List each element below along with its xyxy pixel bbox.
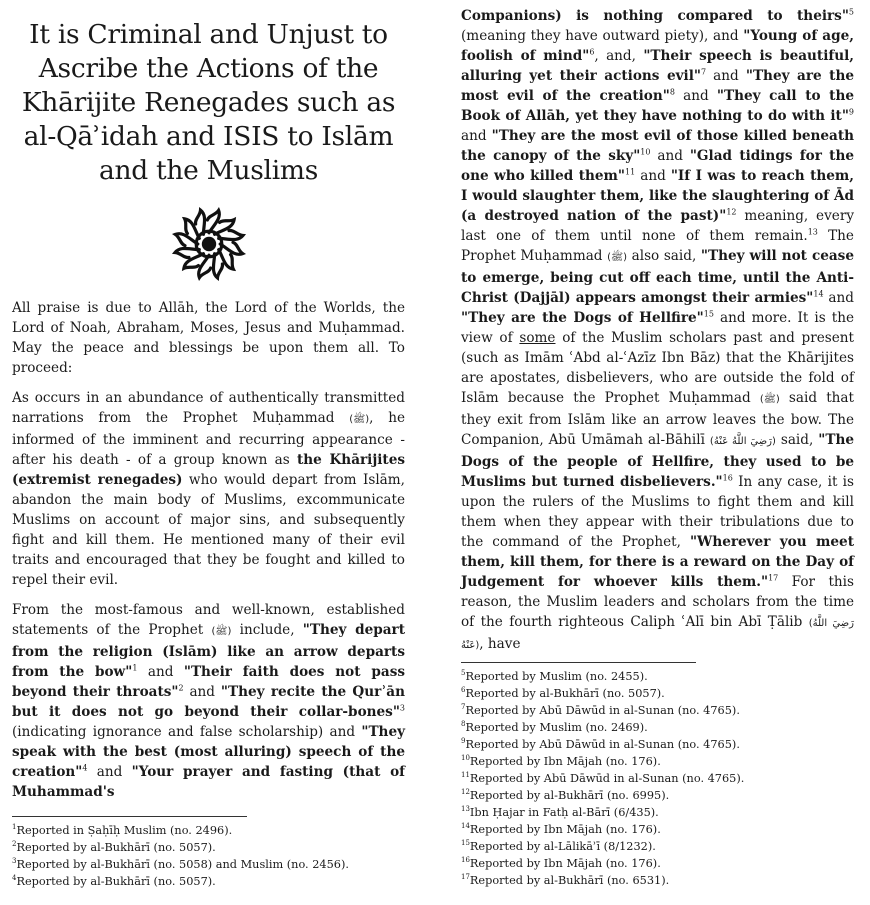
ornamental-rosette-icon <box>169 204 249 284</box>
footnote: $^{13}$Ibn Ḥajar in Fatḥ al-Bārī (6/435). <box>461 805 659 819</box>
body-paragraph-1: As occurs in an abundance of authentically transmitted narrations from the Prophet Muḥammad (ﷺ), he informed of the imminent and recurring appearance - after his death - of a group known as the Khārijites (extremist renegades) who would depart from Islām, abandon the main body of Muslims, excommunicate Muslims on account of major sins, and subsequently fight and kill them. He mentioned many of their evil traits and encouraged that they be fought and killed to repel their evil. <box>12 390 405 588</box>
footnotes-left <box>12 822 349 890</box>
footnote: $^8$Reported by Muslim (no. 2469). <box>461 720 648 734</box>
footnote: $^{17}$Reported by al-Bukhārī (no. 6531). <box>461 873 670 887</box>
footnote: $^4$Reported by al-Bukhārī (no. 5057). <box>12 874 216 888</box>
footnote: $^{15}$Reported by al-Lālikāʾī (8/1232). <box>461 839 656 853</box>
footnote-ref: 4 <box>82 763 88 773</box>
right-column <box>461 6 854 656</box>
footnote: $^{12}$Reported by al-Bukhārī (no. 6995). <box>461 788 670 802</box>
footnote: $^{16}$Reported by Ibn Mājah (no. 176). <box>461 856 661 870</box>
page-title: It is Criminal and Unjust to Ascribe the Actions of the Khārijite Renegades such as al-Qāʾidah and ISIS to Islām and the Muslims <box>21 19 396 186</box>
footnotes-right <box>461 668 744 889</box>
footnote: $^1$Reported in Ṣaḥīḥ Muslim (no. 2496). <box>12 823 233 837</box>
footnote: $^6$Reported by al-Bukhārī (no. 5057). <box>461 686 665 700</box>
honorific-prophet: (ﷺ) <box>349 414 370 425</box>
footnote-ref: 1 <box>132 663 138 673</box>
footnote: $^{11}$Reported by Abū Dāwūd in al-Sunan (no. 4765). <box>461 771 745 785</box>
footnote: $^7$Reported by Abū Dāwūd in al-Sunan (no. 4765). <box>461 703 740 717</box>
body-paragraph-2: From the most-famous and well-known, established statements of the Prophet (ﷺ) include, "They depart from the religion (Islām) like an arrow departs from the bow"$^1$ and "Their faith does not pass beyond their throats"$^2$ and "They recite the Qurʾān but it does not go beyond their collar-bones"$^3$ (indicating ignorance and false scholarship) and "They speak with the best (most alluring) speech of the creation"$^4$ and "Your prayer and fasting (that of Muhammad's <box>12 602 405 800</box>
honorific-prophet: (ﷺ) <box>211 626 232 637</box>
footnote: $^{14}$Reported by Ibn Mājah (no. 176). <box>461 822 661 836</box>
left-column <box>12 0 405 812</box>
footnote: $^5$Reported by Muslim (no. 2455). <box>461 669 648 683</box>
footnote-divider <box>12 816 247 817</box>
intro-paragraph: All praise is due to Allāh, the Lord of the Worlds, the Lord of Noah, Abraham, Moses, Jesus and Muḥammad. May the peace and blessings be upon them all. To proceed: <box>12 300 405 376</box>
honorific-companion: (رَضِيَ اللَّهُ عَنْهُ) <box>709 436 776 447</box>
footnote: $^9$Reported by Abū Dāwūd in al-Sunan (no. 4765). <box>461 737 740 751</box>
honorific-prophet: (ﷺ) <box>759 394 780 405</box>
continued-paragraph: Companions) is nothing compared to theirs"$^5$ (meaning they have outward piety), and "Young of age, foolish of mind"$^6$, and, "Their speech is beautiful, alluring yet their actions evil"$^7$ and "They are the most evil of the creation"$^8$ and "They call to the Book of Allāh, yet they have nothing to do with it"$^9$ and "They are the most evil of those killed beneath the canopy of the sky"$^{10}$ and "Glad tidings for the one who killed them"$^{11}$ and "If I was to reach them, I would slaughter them, like the slaughtering of Ād (a destroyed nation of the past)"$^{12}$ meaning, every last one of them until none of them remain.$^{13}$ The Prophet Muḥammad (ﷺ) also said, "They will not cease to emerge, being cut off each time, until the Anti-Christ (Dajjāl) appears amongst their armies"$^{14}$ and "They are the Dogs of Hellfire"$^{15}$ and more. It is the view of some of the Muslim scholars past and present (such as Imām ʿAbd al-ʿAzīz Ibn Bāz) that the Khārijites are apostates, disbelievers, who are outside the fold of Islām because the Prophet Muḥammad (ﷺ) said that they exit from Islām like an arrow leaves the bow. The Companion, Abū Umāmah al-Bāhilī (رَضِيَ اللَّهُ عَنْهُ) said, "The Dogs of the people of Hellfire, they used to be Muslims but turned disbelievers."$^{16}$ In any case, it is upon the rulers of the Muslims to fight them and kill them when they appear with their tribulations due to the command of the Prophet, "Wherever you meet them, kill them, for there is a reward on the Day of Judgement for whoever kills them."$^{17}$ For this reason, the Muslim leaders and scholars from the time of the fourth righteous Caliph ʿAlī bin Abī Ṭālib (رَضِيَ اللَّهُ عَنْهُ), have <box>461 7 855 652</box>
footnote-divider <box>461 662 696 663</box>
honorific-companion: (رَضِيَ اللَّهُ عَنْهُ) <box>461 618 854 651</box>
footnote: $^2$Reported by al-Bukhārī (no. 5057). <box>12 840 216 854</box>
footnote-ref: 2 <box>178 683 184 693</box>
footnote-ref: 3 <box>399 703 405 713</box>
footnote: $^3$Reported by al-Bukhārī (no. 5058) and Muslim (no. 2456). <box>12 857 349 871</box>
honorific-prophet: (ﷺ) <box>607 252 628 263</box>
footnote: $^{10}$Reported by Ibn Mājah (no. 176). <box>461 754 661 768</box>
